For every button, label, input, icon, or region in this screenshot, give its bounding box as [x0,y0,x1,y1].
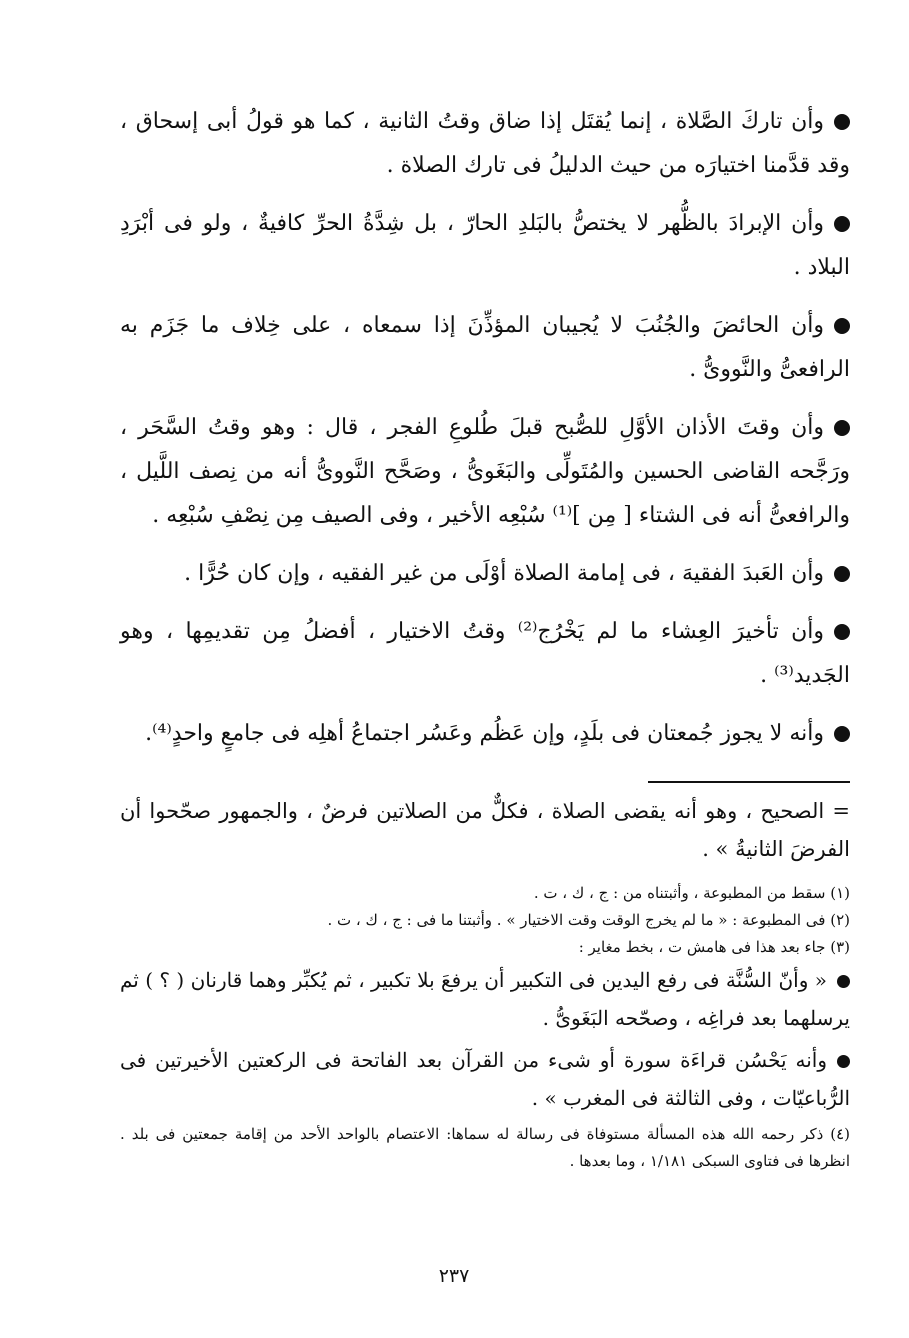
footnote-3: (٣) جاء بعد هذا فى هامش ت ، بخط مغاير : [578,938,850,956]
footnote-3-quote-2 [120,1041,850,1117]
page-number: ٢٣٧ [438,1265,470,1287]
paragraph-text: وأن تأخيرَ العِشاء ما لم يَخْرُج⁽²⁾ وقتُ الاختيار ، أفضلُ مِن تقديمِها ، وهو الجَديد⁽³⁾ . [120,619,850,688]
paragraph-text: وأن العَبدَ الفقيهَ ، فى إمامة الصلاة أوْلَى من غير الفقيه ، وإن كان حُرًّا . [184,561,824,586]
main-text [120,100,850,770]
bullet-icon [834,114,850,130]
footnote-1: (١) سقط من المطبوعة ، وأثبتناه من : ج ، ك ، ت . [533,884,850,902]
footnotes-section [120,792,850,1175]
footnote-continuation: = الصحيح ، وهو أنه يقضى الصلاة ، فكلٌّ من الصلاتين فرضٌ ، والجمهور صحّحوا أن الفرضَ الثانيةُ » . [120,799,850,861]
footnote-2: (٢) فى المطبوعة : « ما لم يخرج الوقت وقت الاختيار » . وأثبتنا ما فى : ج ، ك ، ت . [327,911,850,929]
paragraph-2 [120,202,850,290]
bullet-icon [834,566,850,582]
footnote-4: (٤) ذكر رحمه الله هذه المسألة مستوفاة فى رسالة له سماها: الاعتصام بالواحد الأحد من إقامة جمعتين فى بلد . انظرها فى فتاوى السبكى ١/١٨١ ، وما بعدها . [120,1125,850,1170]
quote-text: وأنه يَحْسُن قراءَة سورة أو شىء من القرآن بعد الفاتحة فى الركعتين الأخيرتين فى الرُّباعيّات ، وفى الثالثة فى المغرب » . [120,1048,850,1110]
paragraph-7 [120,712,850,756]
paragraph-text: وأن الحائضَ والجُنُبَ لا يُجيبان المؤذِّنَ إذا سمعاه ، على خِلاف ما جَزَم به الرافعىُّ والنَّووىُّ . [120,313,850,382]
paragraph-text: وأنه لا يجوز جُمعتان فى بلَدٍ، وإن عَظُم وعَسُر اجتماعُ أهلِه فى جامعٍ واحدٍ⁽⁴⁾. [145,721,824,746]
paragraph-4 [120,406,850,538]
paragraph-1 [120,100,850,188]
paragraph-5 [120,552,850,596]
paragraph-text: وأن الإبرادَ بالظُّهر لا يختصُّ بالبَلدِ الحارّ ، بل شِدَّةُ الحرِّ كافيةٌ ، ولو فى أبْرَدِ البلاد . [120,211,850,280]
bullet-icon [834,624,850,640]
footnote-3-quote-1 [120,961,850,1037]
bullet-icon [834,216,850,232]
paragraph-text: وأن وقتَ الأذان الأوَّلِ للصُّبح قبلَ طُلوعِ الفجر ، قال : وهو وقتُ السَّحَر ، ورَجَّحه القاضى الحسين والمُتَولِّى والبَغَوىُّ ، وصَحَّح النَّووىُّ أنه من نِصف اللَّيل ، والرافعىُّ أنه فى الشتاء [ مِن ]⁽¹⁾ سُبْعِه الأخير ، وفى الصيف مِن نِصْفِ سُبْعِه . [120,415,850,528]
bullet-icon [834,420,850,436]
bullet-icon [834,726,850,742]
bullet-icon [837,1055,850,1068]
quote-text: « وأنّ السُّنَّة فى رفع اليدين فى التكبير أن يرفعَ بلا تكبير ، ثم يُكبِّر وهما قارنان ( ؟ ) ثم يرسلهما بعد فراغِه ، وصحّحه البَغَوىُّ . [120,968,850,1030]
footnote-divider [648,781,850,783]
paragraph-3 [120,304,850,392]
paragraph-text: وأن تاركَ الصَّلاة ، إنما يُقتَل إذا ضاق وقتُ الثانية ، كما هو قولُ أبى إسحاق ، وقد قدَّمنا اختيارَه من حيث الدليلُ فى تارك الصلاة . [120,109,850,178]
paragraph-6 [120,610,850,698]
bullet-icon [834,318,850,334]
bullet-icon [837,975,850,988]
